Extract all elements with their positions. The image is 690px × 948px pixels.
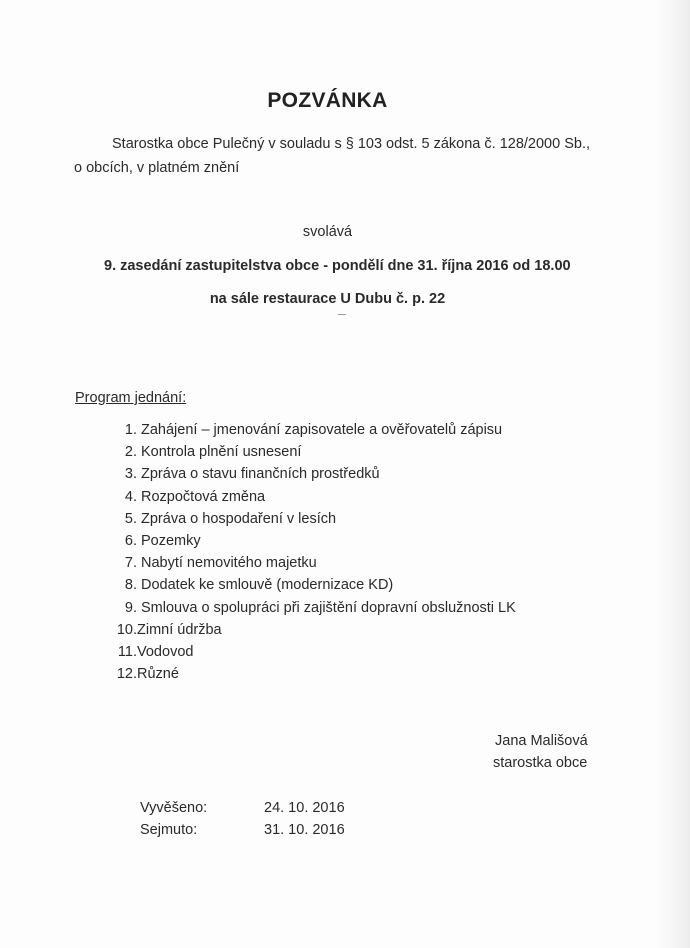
agenda-item (104, 533, 516, 555)
scan-edge-shadow (656, 0, 690, 948)
agenda-item (104, 622, 516, 644)
meeting-details: 9. zasedání zastupitelstva obce - pondělí dne 31. října 2016 od 18.00 (104, 258, 571, 274)
agenda-item-number: 11. (117, 643, 137, 660)
agenda-item-number: 8. (124, 577, 137, 594)
agenda-item-number: 6. (124, 532, 137, 549)
agenda-item-number: 10. (116, 621, 137, 638)
agenda-list (104, 422, 516, 688)
document-title: POZVÁNKA (267, 89, 388, 112)
agenda-item-number: 3. (124, 466, 137, 483)
summons-text: svolává (302, 224, 353, 240)
signer-name: Jana Mališová (495, 733, 588, 749)
scan-speck (338, 314, 346, 315)
agenda-item (104, 466, 516, 488)
intro-line-2: o obcích, v platném znění (74, 160, 240, 176)
agenda-item (104, 555, 516, 577)
agenda-item-number: 7. (124, 555, 137, 572)
posted-date: 24. 10. 2016 (264, 800, 345, 816)
agenda-item-text: Vodovod (137, 643, 194, 660)
agenda-item-text: Smlouva o spolupráci při zajištění dopravní obslužnosti LK (141, 599, 516, 616)
agenda-item (104, 666, 516, 688)
agenda-item (104, 511, 516, 533)
agenda-item-text: Nabytí nemovitého majetku (141, 555, 317, 572)
agenda-item-text: Zimní údržba (137, 621, 222, 638)
removed-date: 31. 10. 2016 (264, 822, 345, 838)
agenda-item-text: Pozemky (141, 532, 201, 549)
agenda-item-text: Kontrola plnění usnesení (141, 444, 302, 461)
signer-role: starostka obce (493, 755, 588, 771)
program-heading: Program jednání: (75, 390, 187, 406)
meeting-venue: na sále restaurace U Dubu č. p. 22 (209, 291, 446, 307)
agenda-item-number: 2. (124, 444, 137, 461)
agenda-item (104, 577, 516, 599)
agenda-item-text: Různé (137, 666, 179, 683)
removed-line (140, 822, 345, 838)
agenda-item-number: 5. (124, 510, 137, 527)
agenda-item-number: 1. (124, 422, 137, 438)
agenda-item-text: Zpráva o stavu finančních prostředků (141, 466, 380, 483)
posted-line (140, 800, 345, 816)
agenda-item (104, 489, 516, 511)
posted-label: Vyvěšeno: (140, 800, 208, 816)
agenda-item-number: 4. (124, 488, 137, 505)
agenda-item (104, 444, 516, 466)
agenda-item-number: 9. (124, 599, 137, 616)
agenda-item (104, 644, 516, 666)
removed-label: Sejmuto: (140, 822, 198, 838)
intro-line-1: Starostka obce Pulečný v souladu s § 103 odst. 5 zákona č. 128/2000 Sb., (112, 136, 591, 152)
agenda-item-number: 12. (116, 666, 137, 683)
agenda-item (104, 422, 516, 444)
agenda-item-text: Dodatek ke smlouvě (modernizace KD) (141, 577, 394, 594)
agenda-item-text: Rozpočtová změna (141, 488, 266, 505)
agenda-item (104, 600, 516, 622)
agenda-item-text: Zahájení – jmenování zapisovatele a ověřovatelů zápisu (141, 422, 503, 438)
agenda-item-text: Zpráva o hospodaření v lesích (141, 510, 337, 527)
